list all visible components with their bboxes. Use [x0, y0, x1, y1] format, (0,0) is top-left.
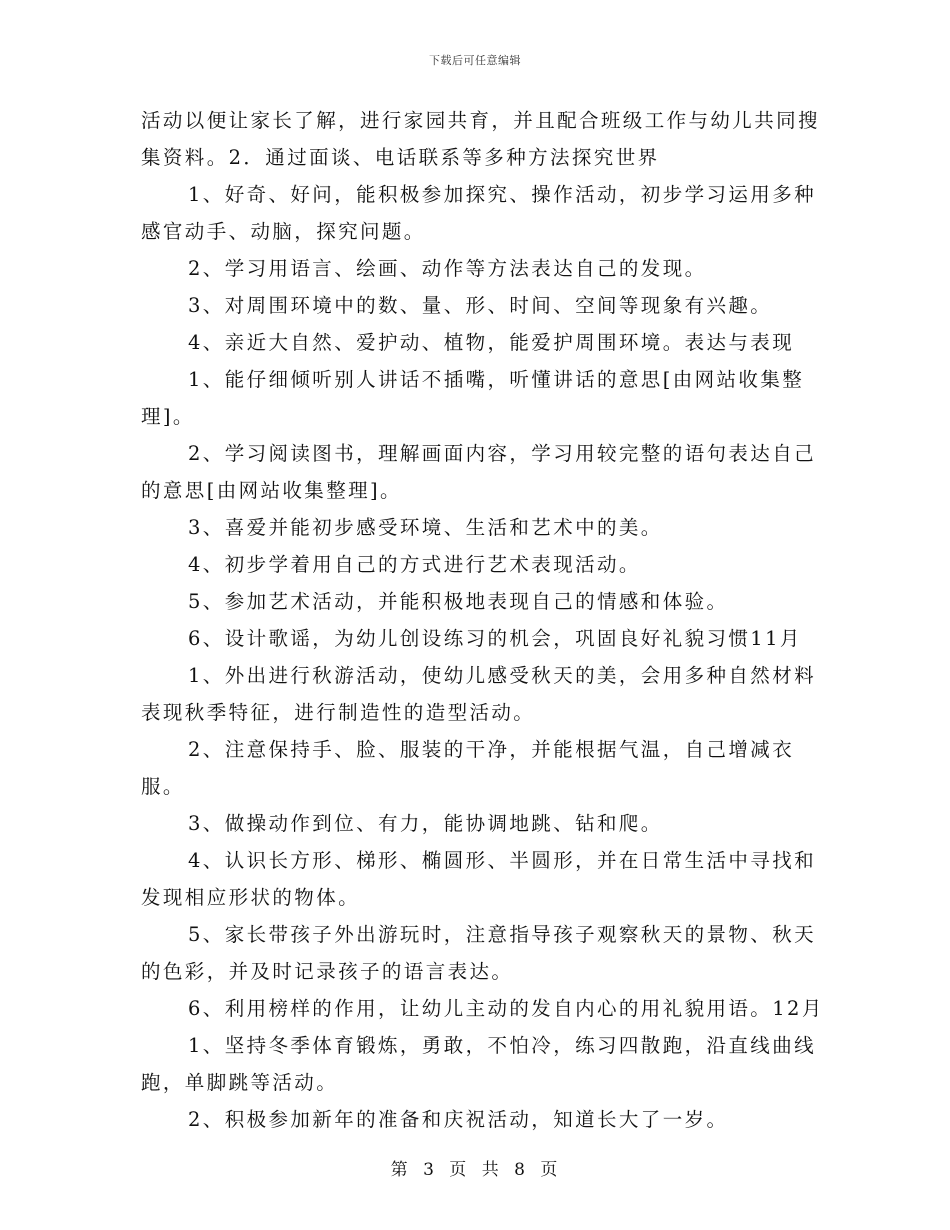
- paragraph: 2、注意保持手、脸、服装的干净，并能根据气温，自己增减衣服。: [141, 738, 795, 798]
- footer-page-label: 页: [449, 1160, 469, 1180]
- current-page-number: 3: [423, 1160, 436, 1180]
- paragraph: 6、设计歌谣，为幼儿创设练习的机会，巩固良好礼貌习惯11月: [188, 627, 802, 650]
- paragraph: 2、学习阅读图书，理解画面内容，学习用较完整的语句表达自己的意思[由网站收集整理]。: [141, 442, 817, 502]
- paragraph: 4、亲近大自然、爱护动、植物，能爱护周围环境。表达与表现: [188, 331, 795, 354]
- page-footer: [0, 1155, 950, 1180]
- paragraph: 5、家长带孩子外出游玩时，注意指导孩子观察秋天的景物、秋天的色彩，并及时记录孩子的语言表达。: [141, 923, 817, 983]
- paragraph: 2、学习用语言、绘画、动作等方法表达自己的发现。: [188, 257, 707, 280]
- paragraph: 1、能仔细倾听别人讲话不插嘴，听懂讲话的意思[由网站收集整理]。: [141, 368, 805, 428]
- paragraph: 2、积极参加新年的准备和庆祝活动，知道长大了一岁。: [188, 1108, 729, 1131]
- paragraph: 3、做操动作到位、有力，能协调地跳、钻和爬。: [188, 812, 663, 835]
- paragraph: 5、参加艺术活动，并能积极地表现自己的情感和体验。: [188, 590, 729, 613]
- paragraph: 3、喜爱并能初步感受环境、生活和艺术中的美。: [188, 516, 663, 539]
- document-body: [141, 102, 825, 1138]
- total-page-count: 8: [514, 1160, 527, 1180]
- paragraph: 活动以便让家长了解，进行家园共育，并且配合班级工作与幼儿共同搜集资料。2．通过面谈、电话联系等多种方法探究世界: [141, 109, 820, 169]
- paragraph: 1、外出进行秋游活动，使幼儿感受秋天的美，会用多种自然材料表现秋季特征，进行制造性的造型活动。: [141, 664, 817, 724]
- page-header: 下载后可任意编辑: [429, 54, 521, 67]
- paragraph: 1、好奇、好问，能积极参加探究、操作活动，初步学习运用多种感官动手、动脑，探究问题。: [141, 183, 817, 243]
- paragraph: 4、初步学着用自己的方式进行艺术表现活动。: [188, 553, 641, 576]
- footer-total-label: 共: [481, 1160, 501, 1180]
- footer-prefix: 第: [390, 1160, 410, 1180]
- footer-page-label-2: 页: [540, 1160, 560, 1180]
- paragraph: 3、对周围环境中的数、量、形、时间、空间等现象有兴趣。: [188, 294, 773, 317]
- paragraph: 4、认识长方形、梯形、椭圆形、半圆形，并在日常生活中寻找和发现相应形状的物体。: [141, 849, 817, 909]
- paragraph: 1、坚持冬季体育锻炼，勇敢，不怕冷，练习四散跑，沿直线曲线跑，单脚跳等活动。: [141, 1034, 817, 1094]
- paragraph: 6、利用榜样的作用，让幼儿主动的发自内心的用礼貌用语。12月: [188, 997, 824, 1020]
